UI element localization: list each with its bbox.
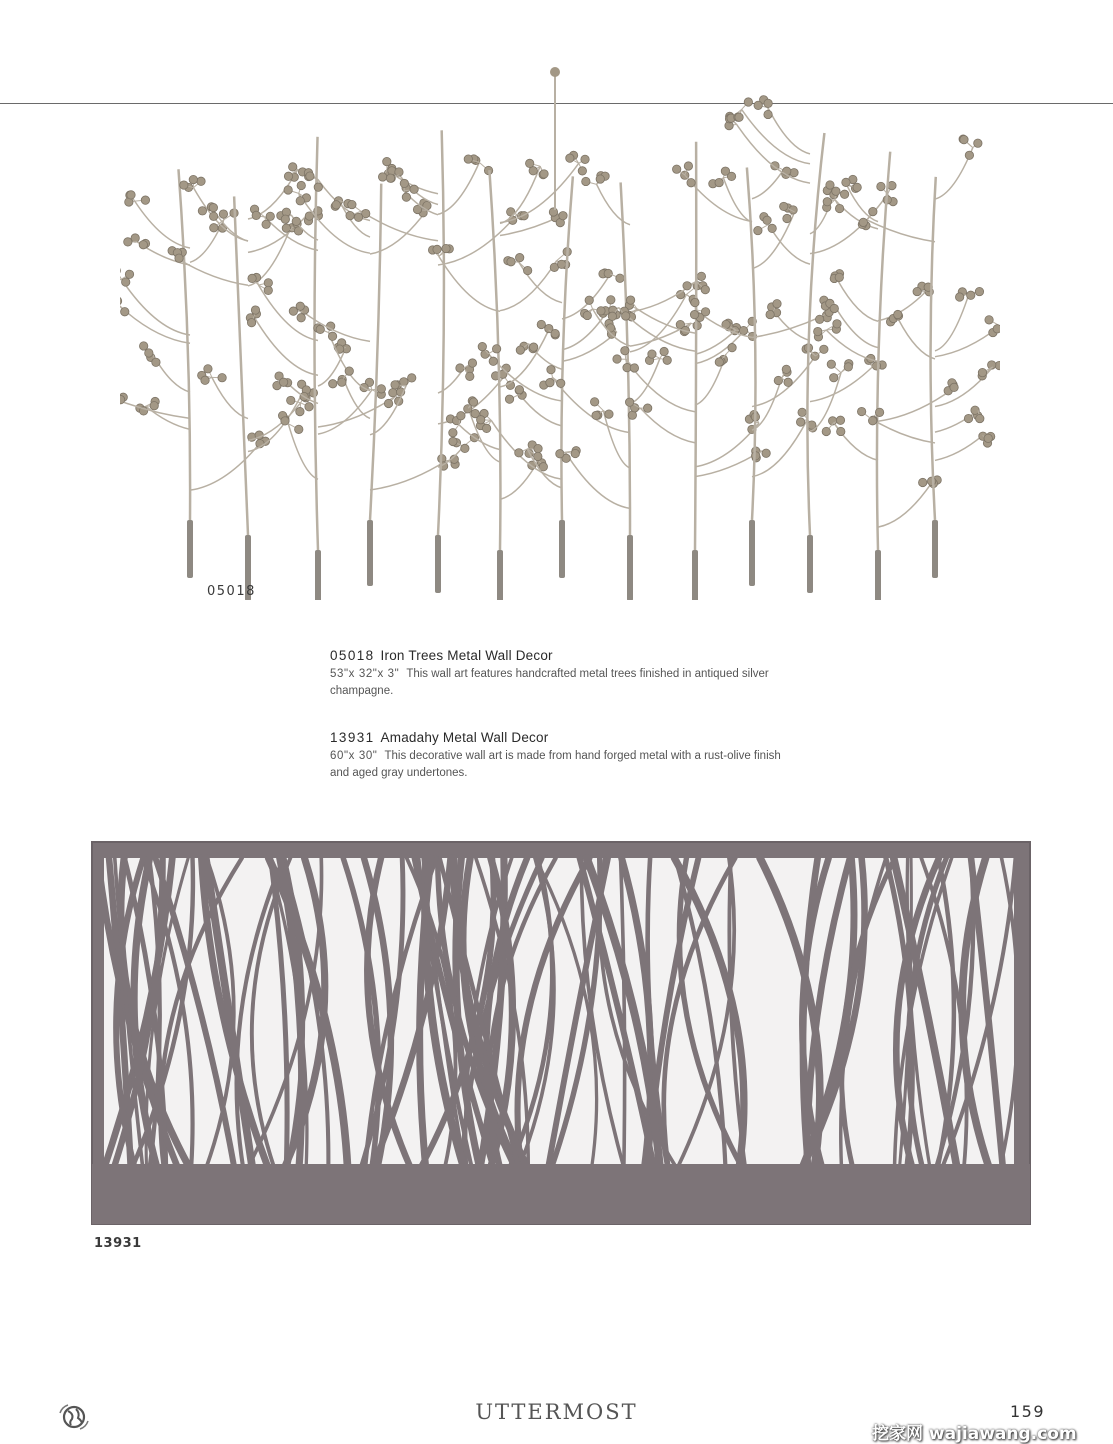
product-code: 05018	[330, 648, 375, 663]
product-title	[330, 648, 800, 663]
product-description-amadahy	[330, 730, 800, 782]
page-number: 159	[1010, 1402, 1045, 1421]
watermark-text: 挖家网 wajiawang.com	[872, 1419, 1077, 1444]
product-title	[330, 730, 800, 745]
product-code: 13931	[330, 730, 375, 745]
brand-name: UTTERMOST	[0, 1400, 1113, 1424]
iron-trees-wall-decor-image	[120, 60, 1000, 600]
product-description-text: This wall art features handcrafted metal trees finished in antiqued silver champagne.	[330, 668, 769, 697]
product-body	[330, 748, 800, 782]
product-description-text: This decorative wall art is made from hand forged metal with a rust-olive finish and aged gray undertones.	[330, 750, 781, 779]
product-body	[330, 666, 800, 700]
product-name: Iron Trees Metal Wall Decor	[381, 648, 553, 663]
product-dimensions: 60"x 30"	[330, 750, 378, 762]
product-image-label: 13931	[94, 1236, 142, 1251]
amadahy-wall-decor-image	[88, 838, 1034, 1228]
product-image-label: 05018	[207, 584, 256, 599]
product-name: Amadahy Metal Wall Decor	[381, 730, 549, 745]
product-dimensions: 53"x 32"x 3"	[330, 668, 399, 680]
product-description-iron-trees	[330, 648, 800, 700]
